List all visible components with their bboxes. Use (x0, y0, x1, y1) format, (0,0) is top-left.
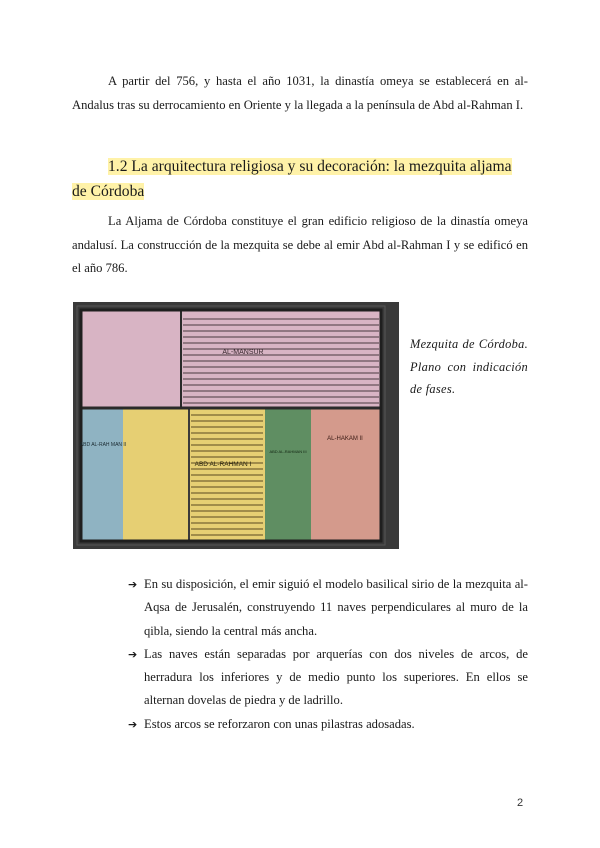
label-al-hakam-ii: AL-HAKAM II (327, 436, 363, 442)
page-number: 2 (517, 797, 524, 809)
bullet-text: En su disposición, el emir siguió el modelo basilical sirio de la mezquita al-Aqsa de Jerusalén, construyendo 11 naves perpendiculares al muro de la qibla, siendo la central más ancha. (144, 577, 528, 638)
bullet-text: Estos arcos se reforzaron con unas pilastras adosadas. (144, 716, 415, 731)
bullet-list (128, 573, 528, 736)
mosque-floor-plan-image (73, 302, 399, 549)
figure-caption: Mezquita de Córdoba. Plano con indicación de fases. (410, 337, 528, 396)
section-heading-text: 1.2 La arquitectura religiosa y su decoración: la mezquita aljama de Córdoba (72, 158, 512, 200)
zone-abd-al-rahman-iii (265, 408, 311, 541)
bullet-item (128, 573, 528, 643)
bullet-item (128, 713, 528, 736)
intro-paragraph: A partir del 756, y hasta el año 1031, la dinastía omeya se establecerá en al-Andalus tras su derrocamiento en Oriente y la llegada a la península de Abd al-Rahman I. (72, 74, 528, 112)
arrow-icon: ➔ (128, 717, 138, 731)
label-abd-al-rahman-iii: ABD AL-RAHMAN III (269, 449, 307, 454)
section-paragraph: La Aljama de Córdoba constituye el gran edificio religioso de la dinastía omeya andalusí. La construcción de la mezquita se debe al emir Abd al-Rahman I y se edificó en el año 786. (72, 214, 528, 275)
label-al-mansur: AL-MANSUR (222, 349, 264, 356)
bullet-item (128, 643, 528, 713)
zone-abd-al-rahman-ii (81, 408, 123, 541)
label-abd-al-rahman-i: ABD AL-RAHMAN I (194, 461, 252, 468)
section-heading (72, 154, 528, 204)
arrow-icon: ➔ (128, 578, 138, 591)
bullet-text: Las naves están separadas por arquerías con dos niveles de arcos, de herradura los inferiores y de medio punto los superiores. En ellos se alternan dovelas de piedra y de ladrillo. (144, 646, 528, 708)
label-abd-al-rahman-ii: ABD AL-RAH MAN II (79, 442, 127, 448)
arrow-icon: ➔ (128, 647, 138, 661)
zone-al-hakam-ii (311, 408, 381, 541)
